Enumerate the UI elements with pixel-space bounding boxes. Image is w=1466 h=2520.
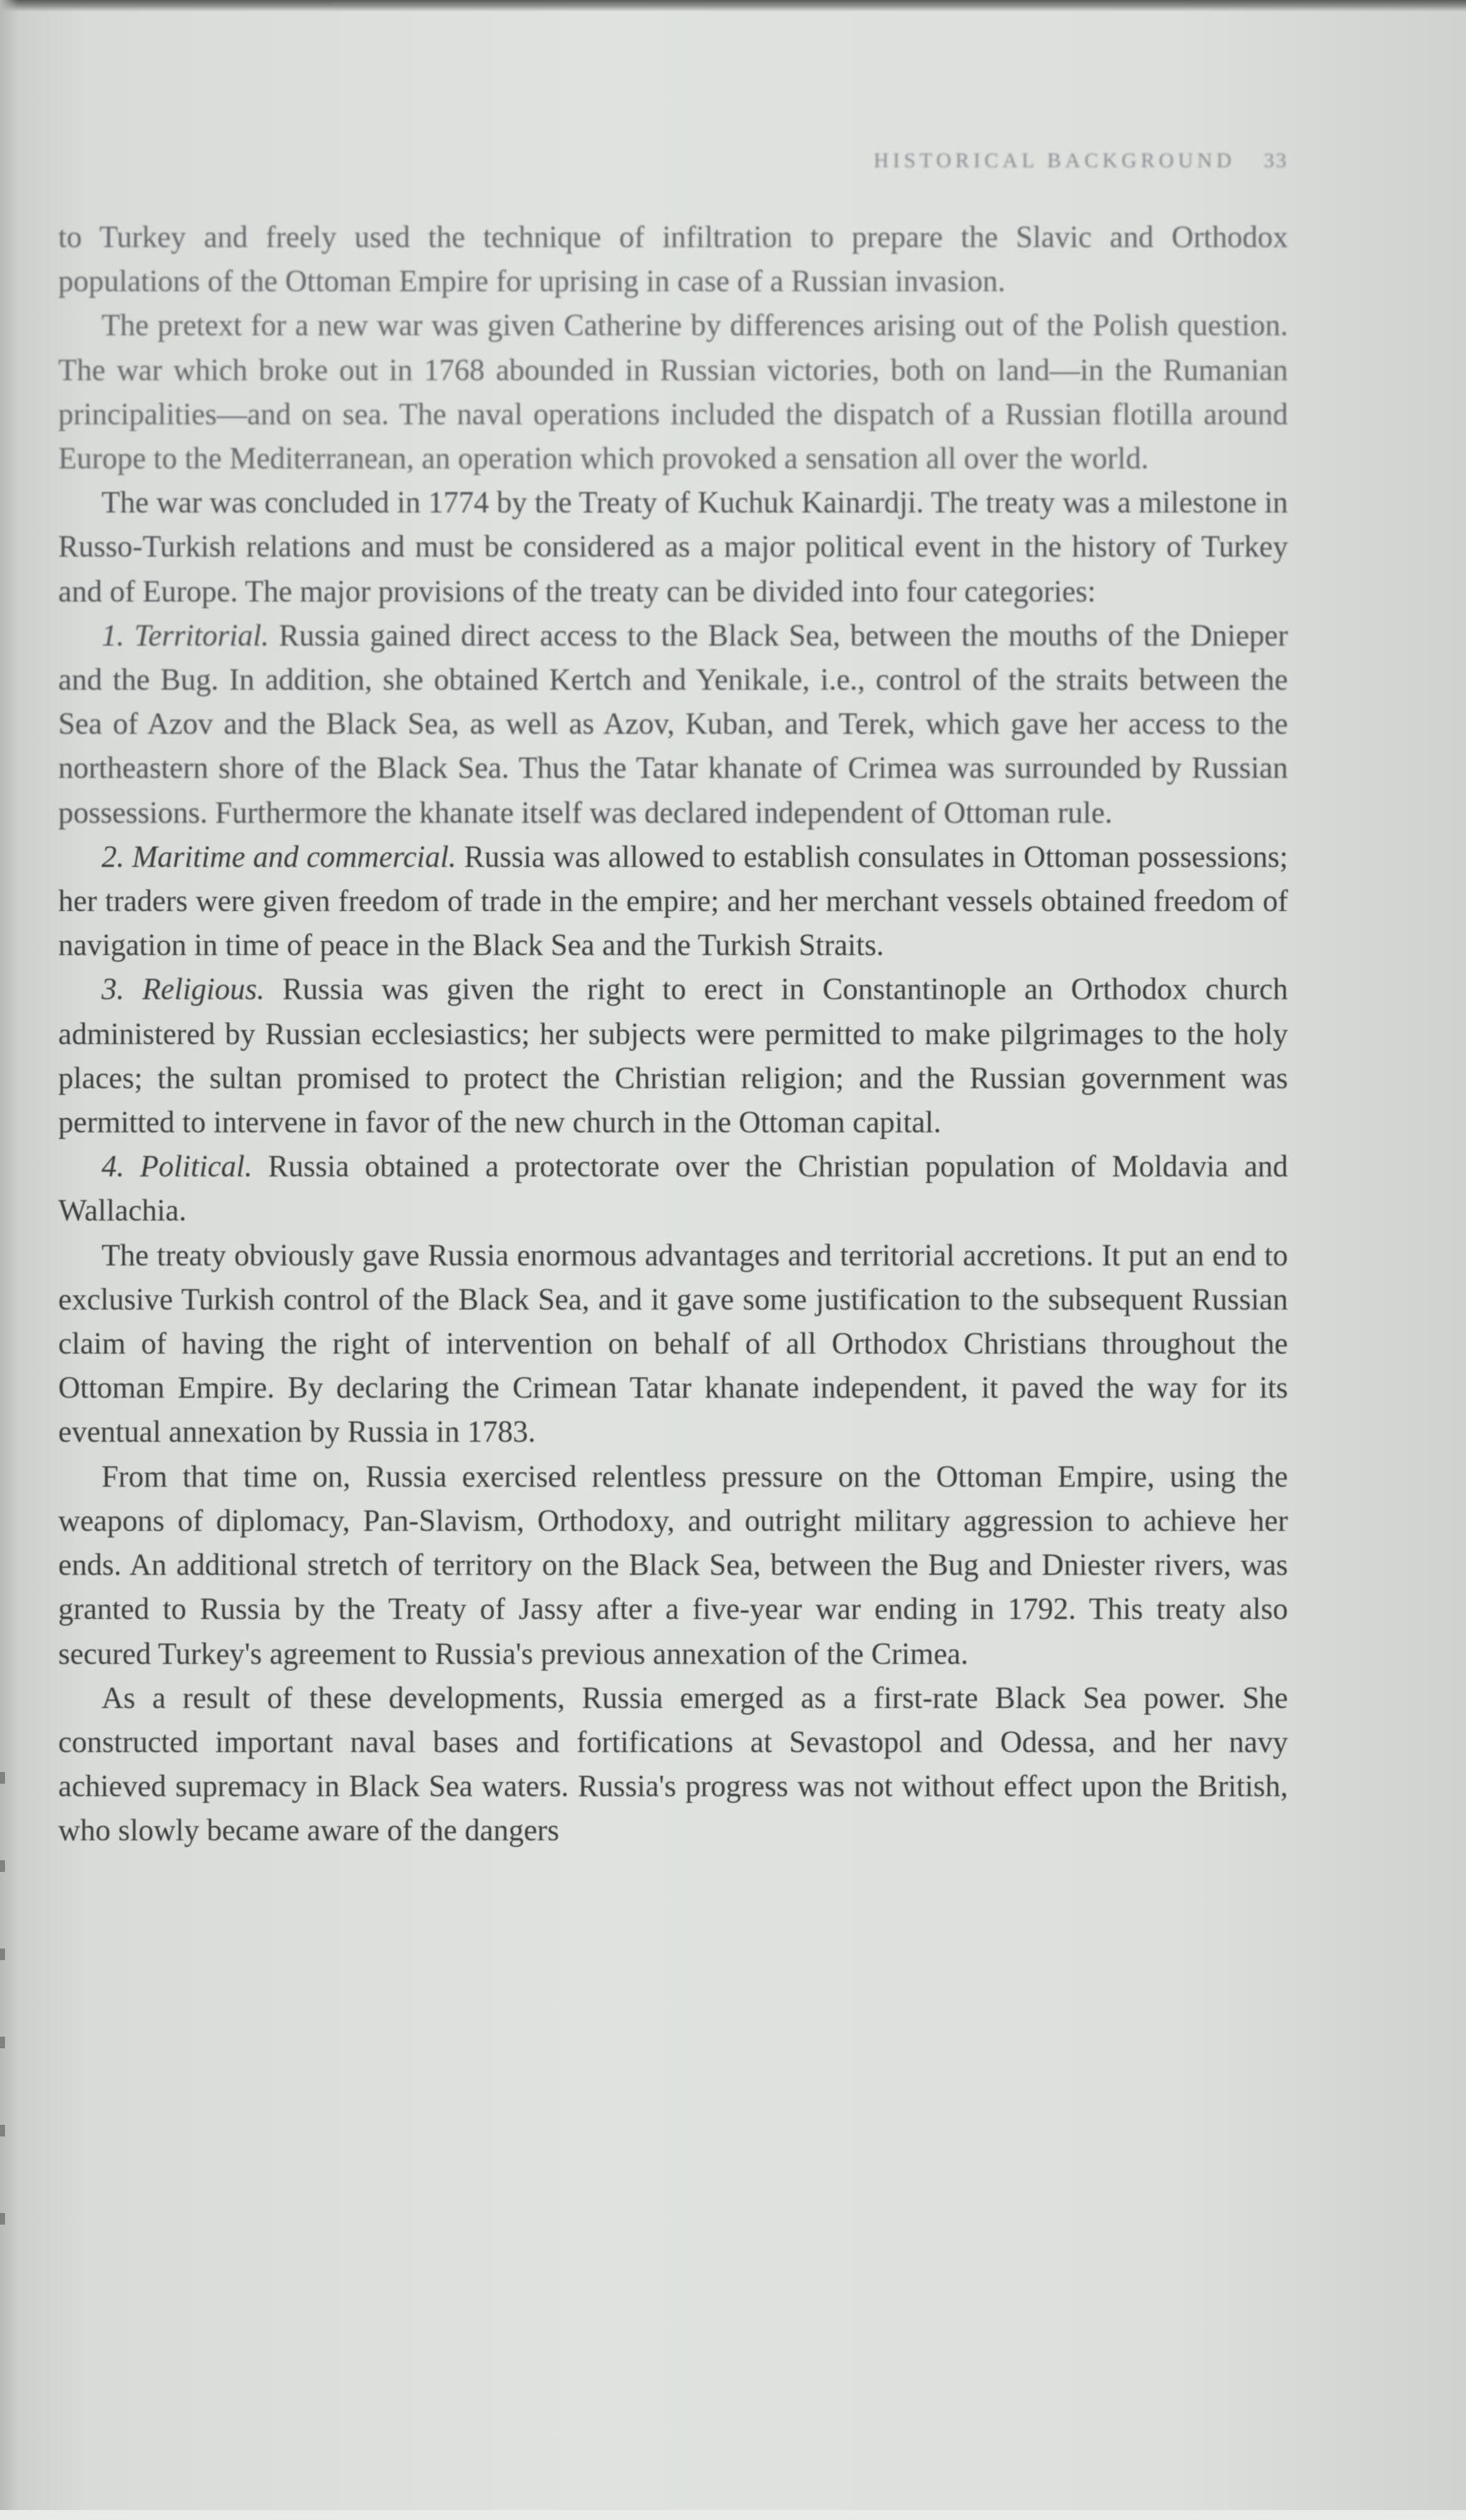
paragraph: From that time on, Russia exercised relentless pressure on the Ottoman Empire, using the weapons of diplomacy, Pan-Slavism, Orthodoxy, and outright military aggression to achieve her ends. An additional stretch of territory on the Black Sea, between the Bug and Dniester rivers, was granted to Russia by the Treaty of Jassy after a five-year war ending in 1792. This treaty also secured Turkey's agreement to Russia's previous annexation of the Crimea. [58, 1458, 1288, 1671]
list-item-political [58, 1144, 1288, 1232]
edge-mark [0, 2213, 5, 2225]
page-top-shadow [0, 0, 1466, 12]
paragraph: The pretext for a new war was given Catherine by differences arising out of the Polish question. The war which broke out in 1768 abounded in Russian victories, both on land—in the Rumanian principalities—and on sea. The naval operations included the dispatch of a Russian flotilla around Europe to the Mediterranean, an operation which provoked a sensation all over the world. [58, 308, 1288, 476]
edge-mark [0, 1860, 5, 1872]
paragraph: to Turkey and freely used the technique of infiltration to prepare the Slavic and Orthodox populations of the Ottoman Empire for uprising in case of a Russian invasion. [58, 220, 1288, 299]
list-item-maritime [58, 834, 1288, 968]
list-item-text: Russia obtained a protectorate over the Christian population of Moldavia and Wallachia. [58, 1149, 1289, 1228]
list-item-label: 1. Territorial. [102, 617, 270, 652]
edge-mark [0, 2125, 5, 2136]
page-bottom-edge [0, 2510, 1466, 2520]
list-item-label: 4. Political. [102, 1149, 253, 1184]
left-page-edge [0, 0, 18, 2520]
list-item-text: Russia was allowed to establish consulates in Ottoman possessions; her traders were given freedom of trade in the empire; and her merchant vessels obtained freedom of navigation in time of peace in the Black Sea and the Turkish Straits. [58, 839, 1288, 963]
list-item-label: 3. Religious. [102, 972, 265, 1007]
paragraph: The war was concluded in 1774 by the Treaty of Kuchuk Kainardji. The treaty was a milestone in Russo-Turkish relations and must be considered as a major political event in the history of Turkey and of Europe. The major provisions of the treaty can be divided into four categories: [58, 485, 1288, 608]
edge-mark [0, 2037, 5, 2048]
running-head-title: HISTORICAL BACKGROUND [874, 150, 1236, 172]
list-item-religious [58, 967, 1288, 1144]
paragraph: The treaty obviously gave Russia enormous advantages and territorial accretions. It put an end to exclusive Turkish control of the Black Sea, and it gave some justification to the subsequent Russian claim of having the right of intervention on behalf of all Orthodox Christians throughout the Ottoman Empire. By declaring the Crimean Tatar khanate independent, it paved the way for its eventual annexation by Russia in 1783. [58, 1237, 1288, 1449]
page-number: 33 [1264, 150, 1288, 172]
running-head [58, 150, 1288, 183]
edge-mark [0, 1948, 5, 1960]
body-text [58, 215, 1288, 1853]
paragraph: As a result of these developments, Russia emerged as a first-rate Black Sea power. She constructed important naval bases and fortifications at Sevastopol and Odessa, and her navy achieved supremacy in Black Sea waters. Russia's progress was not without effect upon the British, who slowly became aware of the dangers [58, 1680, 1288, 1848]
list-item-label: 2. Maritime and commercial. [102, 839, 457, 874]
list-item-text: Russia was given the right to erect in Constantinople an Orthodox church administered by Russian ecclesiastics; her subjects were permitted to make pilgrimages to the holy places; the sultan promised to protect the Christian religion; and the Russian government was permitted to intervene in favor of the new church in the Ottoman capital. [58, 972, 1289, 1140]
list-item-text: Russia gained direct access to the Black Sea, between the mouths of the Dnieper and the Bug. In addition, she obtained Kertch and Yenikale, i.e., control of the straits between the Sea of Azov and the Black Sea, as well as Azov, Kuban, and Terek, which gave her access to the northeastern shore of the Black Sea. Thus the Tatar khanate of Crimea was surrounded by Russian possessions. Furthermore the khanate itself was declared independent of Ottoman rule. [58, 617, 1288, 829]
list-item-territorial [58, 613, 1288, 834]
edge-mark [0, 1772, 5, 1784]
